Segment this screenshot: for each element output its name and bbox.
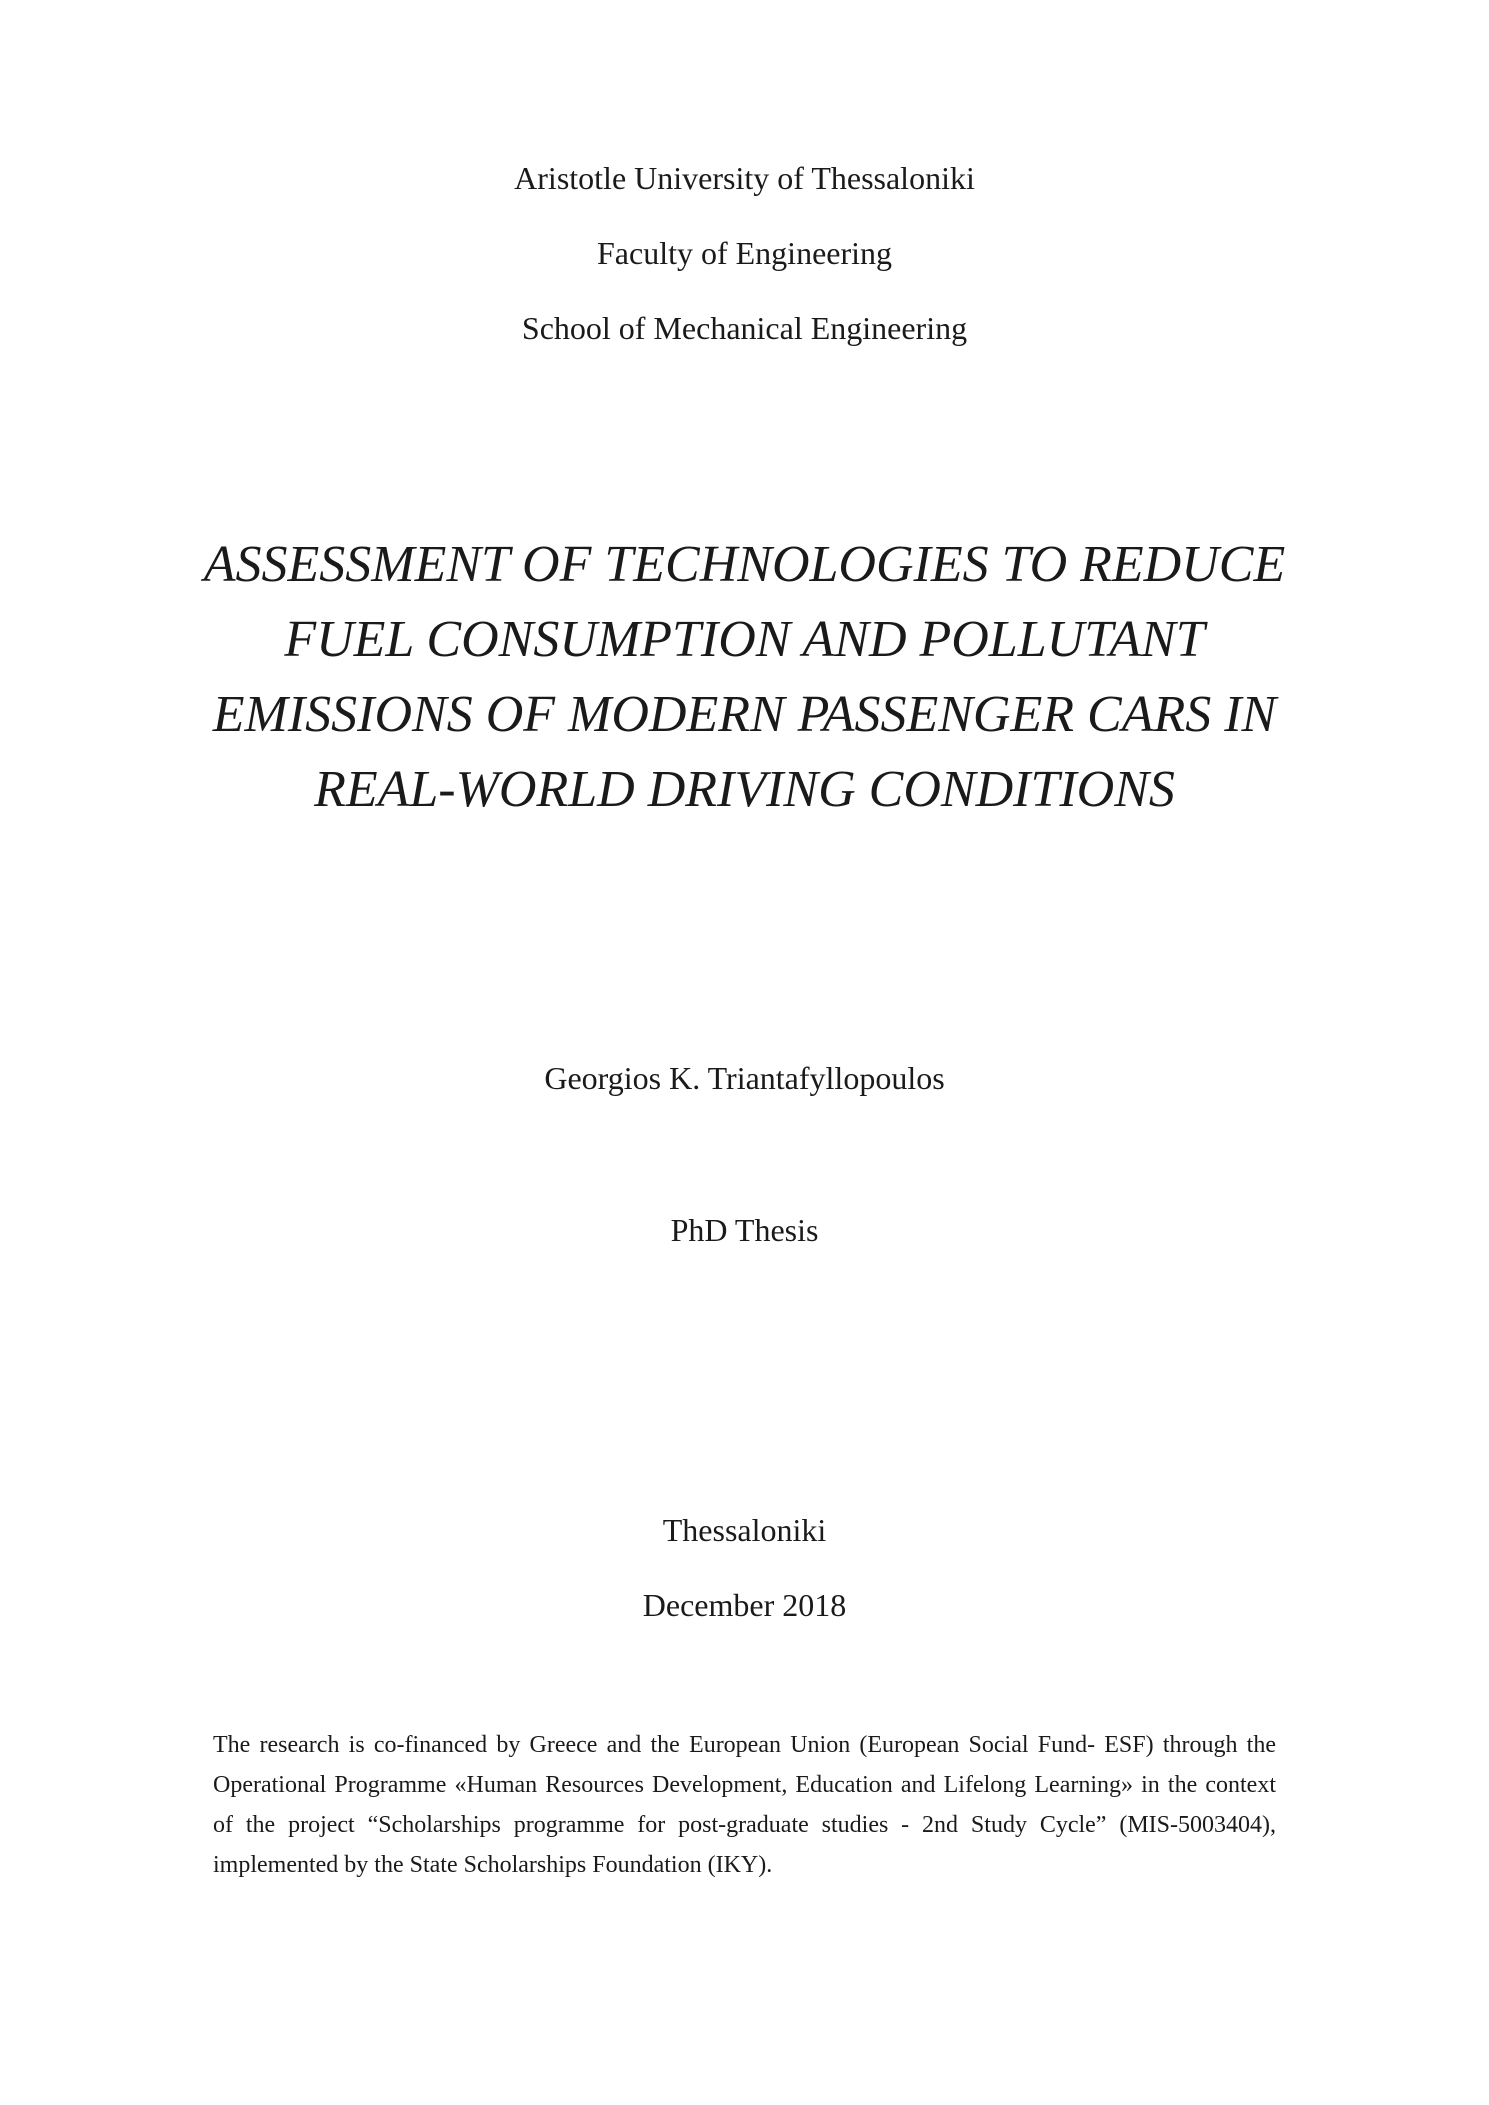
thesis-title-line: REAL-WORLD DRIVING CONDITIONS <box>314 761 1175 818</box>
faculty-name: Faculty of Engineering <box>596 235 893 271</box>
funding-note: The research is co-financed by Greece and the European Union (European Social Fund- ESF) through the Operational Programme «Human Resources Development, Education and Lifelong Learning» in the context of the project “Scholarships programme for post-graduate studies - 2nd Study Cycle” (MIS-5003404), implemented by the State Scholarships Foundation (IKY). <box>213 1732 1276 1878</box>
thesis-title <box>130 527 1359 827</box>
school-name: School of Mechanical Engineering <box>521 310 968 346</box>
degree-type: PhD Thesis <box>670 1212 819 1248</box>
place: Thessaloniki <box>662 1512 827 1548</box>
thesis-title-line: EMISSIONS OF MODERN PASSENGER CARS IN <box>212 686 1277 743</box>
author-name: Georgios K. Triantafyllopoulos <box>544 1060 945 1096</box>
thesis-title-line: FUEL CONSUMPTION AND POLLUTANT <box>284 611 1205 668</box>
university-name: Aristotle University of Thessaloniki <box>514 160 975 196</box>
thesis-title-line: ASSESSMENT OF TECHNOLOGIES TO REDUCE <box>203 536 1286 593</box>
date: December 2018 <box>642 1587 847 1623</box>
